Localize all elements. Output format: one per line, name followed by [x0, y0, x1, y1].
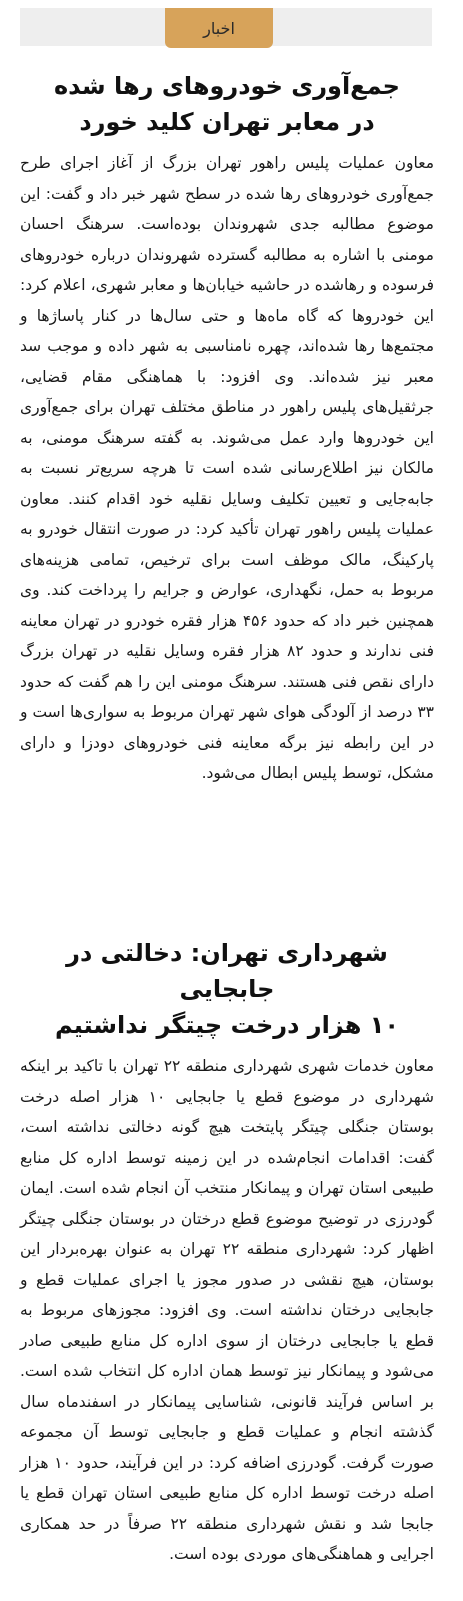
article-chitgar-trees	[20, 935, 434, 1570]
article-headline	[20, 935, 434, 1043]
headline-line-2: ۱۰ هزار درخت چیتگر نداشتیم	[54, 1011, 400, 1039]
article-vehicles	[20, 68, 434, 789]
article-body: معاون خدمات شهری شهرداری منطقه ۲۲ تهران با تاکید بر اینکه شهرداری در موضوع قطع یا جابجایی ۱۰ هزار اصله درخت بوستان جنگلی چیتگر پایتخت هیچ گونه دخالتی نداشته است، گفت: اقدامات انجام‌شده در این زمینه توسط اداره کل منابع طبیعی استان تهران و پیمانکار منتخب آن انجام شده است. ایمان گودرزی در توضیح موضوع قطع درختان در بوستان جنگلی چیتگر اظهار کرد: شهرداری منطقه ۲۲ تهران به عنوان بهره‌بردار این بوستان، هیچ نقشی در صدور مجوز یا اجرای عملیات قطع و جابجایی درختان نداشته است. وی افزود: مجوزهای مربوط به قطع یا جابجایی درختان از سوی اداره کل منابع طبیعی صادر می‌شود و پیمانکار نیز توسط همان اداره کل انتخاب شده است. بر اساس فرآیند قانونی، شناسایی پیمانکار در اسفندماه سال گذشته انجام و عملیات قطع و جابجایی توسط آن مجموعه صورت گرفت. گودرزی اضافه کرد: در این فرآیند، حدود ۱۰ هزار اصله درخت توسط اداره کل منابع طبیعی استان تهران قطع یا جابجا شد و نقش شهرداری منطقه ۲۲ صرفاً در حد همکاری اجرایی و هماهنگی‌های موردی بوده است.	[20, 1057, 434, 1563]
article-body: معاون عملیات پلیس راهور تهران بزرگ از آغاز اجرای طرح جمع‌آوری خودروهای رها شده در سطح شهر خبر داد و گفت: این موضوع مطالبه جدی شهروندان بوده‌است. سرهنگ احسان مومنی با اشاره به مطالبه گسترده شهروندان درباره خودروهای فرسوده و رهاشده در حاشیه خیابان‌ها و معابر شهری، اعلام کرد: این خودروها که گاه ماه‌ها و حتی سال‌ها در کنار پاساژها و مجتمع‌ها رها شده‌اند، چهره نامناسبی به شهر داده و موجب سد معبر نیز شده‌اند. وی افزود: با هماهنگی مقام قضایی، جرثقیل‌های پلیس راهور در مناطق مختلف تهران برای جمع‌آوری این خودروها وارد عمل می‌شوند. به گفته سرهنگ مومنی، به مالکان نیز اطلاع‌رسانی شده است تا هرچه سریع‌تر نسبت به جابه‌جایی و تعیین تکلیف وسایل نقلیه خود اقدام کنند. معاون عملیات پلیس راهور تهران تأکید کرد: در صورت انتقال خودرو به پارکینگ، مالک موظف است برای ترخیص، تمامی هزینه‌های مربوط به حمل، نگهداری، عوارض و جرایم را پرداخت کند. وی همچنین خبر داد که حدود ۴۵۶ هزار فقره خودرو در تهران معاینه فنی ندارند و حدود ۸۲ هزار فقره وسایل نقلیه در تهران بزرگ دارای نقص فنی هستند. سرهنگ مومنی این را هم گفت که حدود ۳۳ درصد از آلودگی هوای شهر تهران مربوط به سواری‌ها است و در این رابطه نیز برگه معاینه فنی خودروهای دودزا و دارای مشکل، توسط پلیس ابطال می‌شود.	[20, 154, 434, 782]
headline-line-2: در معابر تهران کلید خورد	[79, 108, 375, 136]
section-tag: اخبار	[165, 8, 273, 48]
headline-line-1: جمع‌آوری خودروهای رها شده	[54, 72, 400, 100]
headline-line-1: شهرداری تهران: دخالتی در جابجایی	[66, 939, 388, 1003]
article-headline	[20, 68, 434, 140]
